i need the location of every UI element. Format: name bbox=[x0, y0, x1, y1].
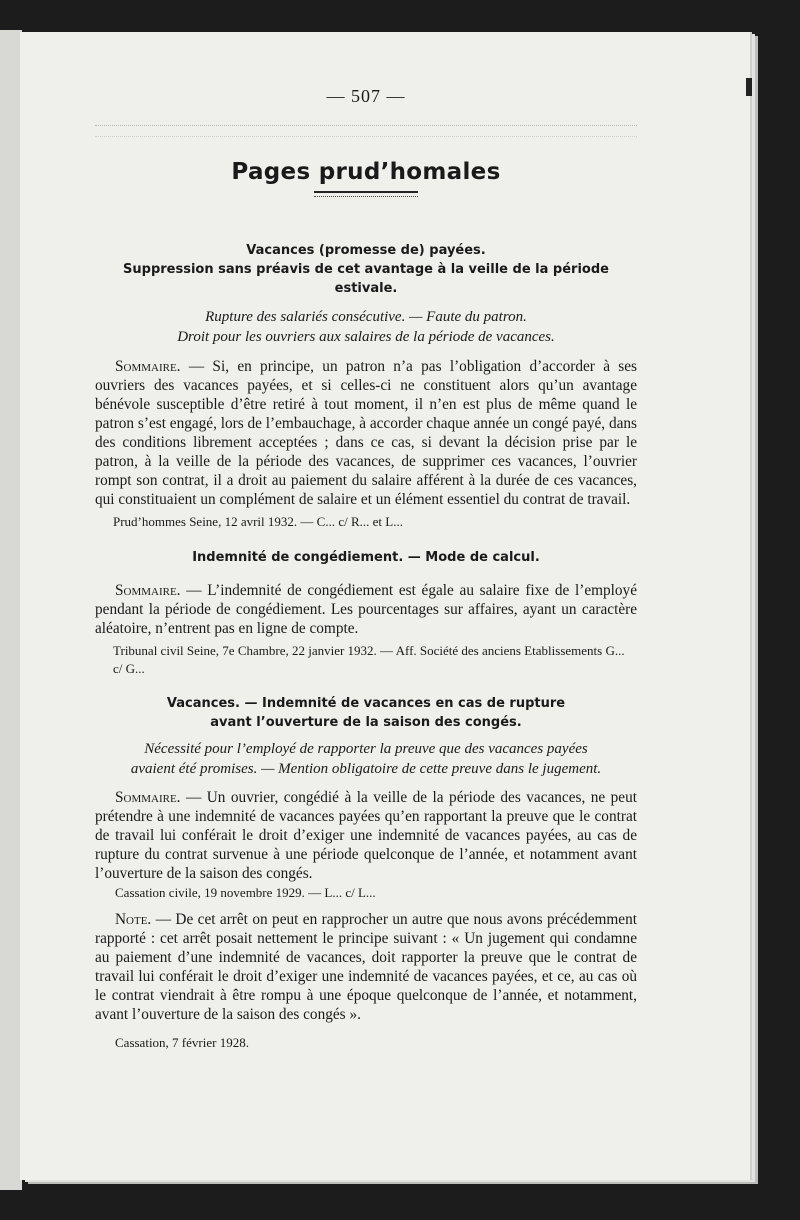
header-rule bbox=[95, 125, 637, 137]
section1-summary bbox=[95, 357, 637, 509]
section2-citation: Tribunal civil Seine, 7e Chambre, 22 janvier 1932. — Aff. Société des anciens Etablissements G... c/ G... bbox=[113, 643, 625, 676]
summary-label: Sommaire. bbox=[115, 789, 181, 806]
section1-citation: Prud’hommes Seine, 12 avril 1932. — C... c/ R... et L... bbox=[113, 514, 403, 529]
section3-subtitle bbox=[95, 739, 637, 779]
summary-label: Sommaire. bbox=[115, 582, 181, 599]
section2-heading: Indemnité de congédiement. — Mode de calcul. bbox=[192, 550, 540, 565]
section3-heading bbox=[95, 694, 637, 732]
section3-heading-line2: avant l’ouverture de la saison des congés. bbox=[210, 715, 522, 730]
section3-summary bbox=[95, 788, 637, 883]
page-tab-mark bbox=[746, 78, 752, 96]
section3-heading-line1: Vacances. — Indemnité de vacances en cas de rupture bbox=[166, 696, 566, 711]
section3-citation: Cassation civile, 19 novembre 1929. — L... c/ L... bbox=[115, 885, 376, 900]
section1-subtitle-line1: Rupture des salariés consécutive. — Faute du patron. bbox=[205, 309, 527, 325]
section3-subtitle-line2: avaient été promises. — Mention obligatoire de cette preuve dans le jugement. bbox=[130, 761, 602, 777]
note-text: — De cet arrêt on peut en rapprocher un autre que nous avons précédemment rapporté : cet arrêt posait nettement le principe suivant : « Un jugement qui condamne au paiement d’une indemnité de vacances, doit rapporter la preuve que le contrat de travail lui conférait le droit d’exiger une indemnité de vacances payées, et ce, au cas où le contrat viendrait à être rompu à une époque quelconque de l’année, et notamment, avant l’ouverture de la saison des congés ». bbox=[95, 911, 637, 1023]
note-label: Note. bbox=[115, 911, 152, 928]
summary-label: Sommaire. bbox=[115, 358, 181, 375]
note-citation: Cassation, 7 février 1928. bbox=[115, 1035, 249, 1050]
page-content bbox=[95, 32, 637, 1052]
section1-subtitle bbox=[95, 307, 637, 347]
section2-summary bbox=[95, 581, 637, 638]
section1-summary-text: — Si, en principe, un patron n’a pas l’obligation d’accorder à ses ouvriers des vacances payées, et si celles-ci ne constituent alors qu’un avantage bénévole susceptible d’être retiré à tout moment, il n’en est plus de même quand le patron s’est engagé, lors de l’embauchage, à accorder chaque année un congé payé, dans des conditions librement acceptées ; dans ce cas, si devant la décision prise par le patron, à la veille de la période des vacances, de supprimer ces vacances, l’ouvrier rompt son contrat, il a droit au paiement du salaire afférent à la durée de ces vacances, qui constituaient un complément de salaire et un élément essentiel du contrat de travail. bbox=[95, 358, 637, 508]
section3-summary-text: — Un ouvrier, congédié à la veille de la période des vacances, ne peut prétendre à une indemnité de vacances payées qu’en rapportant la preuve que le contrat de travail lui conférait le droit d’exiger une indemnité de vacances payées, au cas de rupture du contrat survenue à une période quelconque de l’année, et notamment avant l’ouverture de la saison des congés. bbox=[95, 789, 637, 882]
note-paragraph bbox=[95, 910, 637, 1024]
section1-heading bbox=[95, 241, 637, 298]
page-title: Pages prud’homales bbox=[231, 159, 501, 185]
page-number: — 507 — bbox=[326, 86, 406, 106]
title-underline bbox=[314, 191, 418, 197]
adjacent-page-edge bbox=[0, 30, 22, 1190]
section3-subtitle-line1: Nécessité pour l’employé de rapporter la preuve que des vacances payées bbox=[144, 741, 588, 757]
section1-heading-line1: Vacances (promesse de) payées. bbox=[246, 243, 486, 258]
section1-heading-line2: Suppression sans préavis de cet avantage à la veille de la période estivale. bbox=[123, 262, 609, 296]
section2-summary-text: — L’indemnité de congédiement est égale au salaire fixe de l’employé pendant la période de congédiement. Les pourcentages sur affaires, ayant un caractère aléatoire, n’entrent pas en ligne de compte. bbox=[95, 582, 637, 637]
section1-subtitle-line2: Droit pour les ouvriers aux salaires de la période de vacances. bbox=[177, 329, 555, 345]
